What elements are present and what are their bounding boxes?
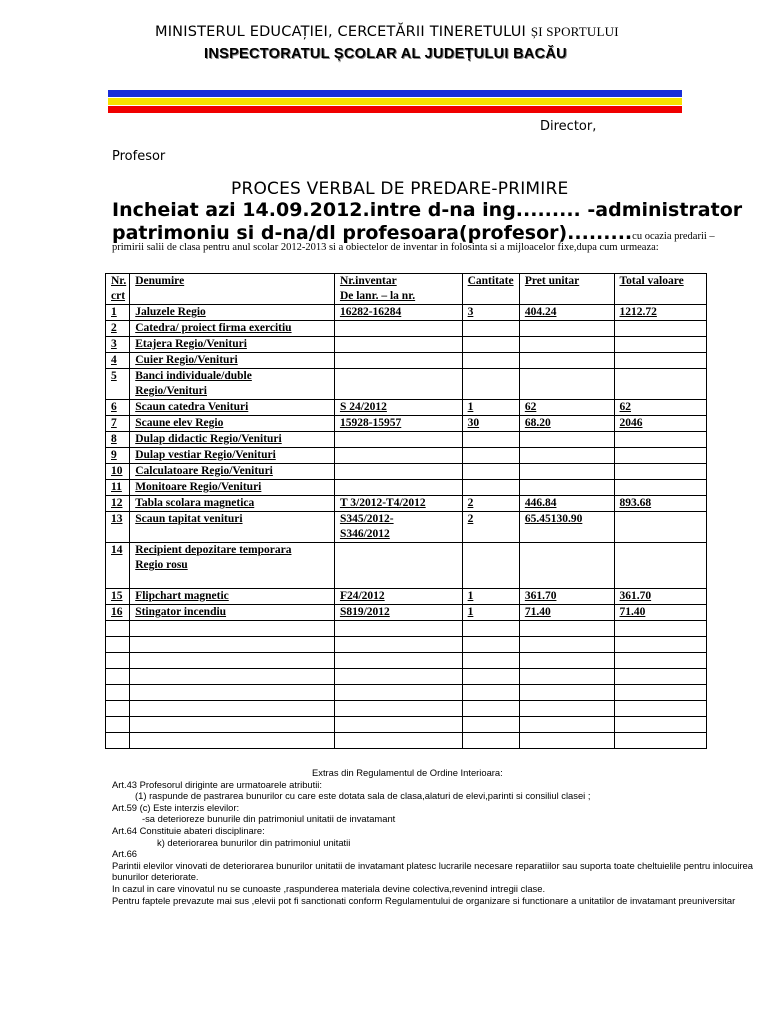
table-row	[106, 400, 707, 416]
cell-nr-text: 11	[111, 481, 122, 493]
cell-total-text: 1212.72	[619, 306, 657, 318]
cell-den-text: Cuier Regio/Venituri	[135, 354, 238, 366]
cell-nr-text: 2	[111, 322, 117, 334]
cell-den-text: Scaun catedra Venituri	[135, 401, 249, 413]
cell-den-text: Dulap didactic Regio/Venituri	[135, 433, 282, 445]
header-cantitate	[462, 274, 519, 305]
cell-inv-text: F24/2012	[339, 590, 385, 602]
cell-inv	[334, 543, 462, 589]
document-intro-line-3: primirii salii de clasa pentru anul scolar 2012-2013 si a obiectelor de inventar in folosinta si a mijloacelor fixe,dupa cum urmeaza:	[112, 242, 659, 253]
cell-inv	[334, 321, 462, 337]
cell-inv-text: T 3/2012-T4/2012	[339, 497, 426, 509]
regulation-line: Art.59 (c) Este interzis elevilor:	[112, 801, 240, 813]
document-title: PROCES VERBAL DE PREDARE-PRIMIRE	[231, 179, 569, 199]
table-row-empty	[106, 621, 707, 637]
cell-empty	[334, 717, 462, 733]
cell-empty	[106, 701, 130, 717]
cell-total-text: 361.70	[619, 590, 652, 602]
cell-den	[130, 496, 335, 512]
cell-inv-text: 16282-16284	[339, 306, 402, 318]
cell-pret-text: 404.24	[524, 306, 557, 318]
cell-den-text: Flipchart magnetic	[135, 590, 229, 602]
cell-pret	[519, 337, 614, 353]
cell-pret	[519, 464, 614, 480]
table-row	[106, 589, 707, 605]
header-nr-line1: Nr.	[111, 275, 127, 287]
cell-total-text: 893.68	[619, 497, 652, 509]
cell-cant	[462, 353, 519, 369]
cell-inv	[334, 416, 462, 432]
table-row	[106, 543, 707, 589]
cell-nr	[106, 400, 130, 416]
cell-inv-text: S 24/2012	[339, 401, 387, 413]
document-intro-line-1: Incheiat azi 14.09.2012.intre d-na ing......... -administrator	[112, 199, 743, 221]
cell-total	[614, 448, 707, 464]
cell-total-text: 62	[619, 401, 631, 413]
table-row	[106, 512, 707, 543]
cell-total	[614, 305, 707, 321]
header-denumire-text: Denumire	[135, 275, 185, 287]
flag-stripe-red	[108, 106, 682, 113]
cell-nr	[106, 589, 130, 605]
intro-line-2-small: cu ocazia predarii –	[632, 231, 715, 242]
cell-empty	[519, 653, 614, 669]
cell-nr-text: 5	[111, 370, 117, 382]
cell-den	[130, 432, 335, 448]
cell-empty	[106, 733, 130, 749]
cell-den	[130, 605, 335, 621]
cell-den	[130, 369, 335, 400]
cell-pret	[519, 305, 614, 321]
cell-pret	[519, 321, 614, 337]
cell-total	[614, 605, 707, 621]
cell-empty	[334, 637, 462, 653]
cell-empty	[462, 621, 519, 637]
regulation-line: -sa deterioreze bunurile din patrimoniul unitatii de invatamant	[142, 813, 396, 825]
cell-inv	[334, 305, 462, 321]
ministry-name: MINISTERUL EDUCAȚIEI, CERCETĂRII TINERETULUI	[155, 24, 531, 40]
cell-empty	[462, 685, 519, 701]
table-row-empty	[106, 733, 707, 749]
inspectorate-header: INSPECTORATUL ȘCOLAR AL JUDEȚULUI BACĂU	[204, 46, 567, 62]
cell-empty	[462, 717, 519, 733]
cell-empty	[614, 685, 707, 701]
cell-nr	[106, 480, 130, 496]
cell-empty	[614, 669, 707, 685]
regulation-heading: Extras din Regulamentul de Ordine Interioara:	[312, 767, 503, 778]
table-row-empty	[106, 653, 707, 669]
cell-den-text: Banci individuale/duble	[135, 370, 252, 382]
cell-nr-text: 3	[111, 338, 117, 350]
cell-nr-text: 4	[111, 354, 117, 366]
table-row-empty	[106, 669, 707, 685]
cell-nr-text: 8	[111, 433, 117, 445]
cell-empty	[519, 669, 614, 685]
cell-pret	[519, 496, 614, 512]
cell-empty	[334, 685, 462, 701]
cell-cant	[462, 432, 519, 448]
cell-inv-text: 15928-15957	[339, 417, 402, 429]
regulation-line: k) deteriorarea bunurilor din patrimoniul unitatii	[157, 836, 351, 848]
cell-cant	[462, 589, 519, 605]
cell-inv	[334, 337, 462, 353]
cell-den-text: Dulap vestiar Regio/Venituri	[135, 449, 276, 461]
regulation-line: In cazul in care vinovatul nu se cunoaste ,raspunderea materiala devine colectiva,revenind intregii clase.	[112, 882, 546, 894]
intro-line-2-main: patrimoniu si d-na/dl profesoara(profesor).........	[112, 222, 633, 244]
cell-nr-text: 9	[111, 449, 117, 461]
header-pret-text: Pret unitar	[524, 275, 580, 287]
cell-den	[130, 416, 335, 432]
cell-empty	[130, 669, 335, 685]
cell-total	[614, 543, 707, 589]
cell-den-text: Etajera Regio/Venituri	[135, 338, 247, 350]
cell-pret	[519, 589, 614, 605]
cell-nr-text: 16	[111, 606, 123, 618]
header-cantitate-text: Cantitate	[467, 275, 514, 287]
cell-nr	[106, 448, 130, 464]
cell-cant	[462, 369, 519, 400]
header-nr	[106, 274, 130, 305]
header-denumire	[130, 274, 335, 305]
cell-den	[130, 353, 335, 369]
cell-total	[614, 369, 707, 400]
cell-total	[614, 432, 707, 448]
table-row	[106, 321, 707, 337]
cell-empty	[106, 669, 130, 685]
cell-empty	[519, 621, 614, 637]
table-row	[106, 480, 707, 496]
cell-den-text: Jaluzele Regio	[135, 306, 206, 318]
cell-empty	[106, 653, 130, 669]
ministry-header	[155, 24, 619, 40]
cell-total-text: 2046	[619, 417, 643, 429]
cell-cant	[462, 305, 519, 321]
table-row	[106, 496, 707, 512]
cell-empty	[130, 653, 335, 669]
table-row	[106, 337, 707, 353]
cell-total	[614, 480, 707, 496]
cell-total	[614, 496, 707, 512]
cell-total	[614, 589, 707, 605]
cell-empty	[519, 637, 614, 653]
cell-den-text: Catedra/ proiect firma exercitiu	[135, 322, 292, 334]
cell-den-text: Calculatoare Regio/Venituri	[135, 465, 273, 477]
cell-cant	[462, 496, 519, 512]
cell-cant	[462, 448, 519, 464]
flag-stripe-blue	[108, 90, 682, 97]
cell-nr-text: 15	[111, 590, 123, 602]
header-total-text: Total valoare	[619, 275, 684, 287]
cell-inv	[334, 400, 462, 416]
cell-total	[614, 464, 707, 480]
cell-nr-text: 6	[111, 401, 117, 413]
cell-den-text: Scaune elev Regio	[135, 417, 224, 429]
cell-empty	[334, 669, 462, 685]
cell-inv	[334, 369, 462, 400]
cell-inv-text: S819/2012	[339, 606, 390, 618]
cell-den-text: Regio/Venituri	[135, 385, 207, 397]
cell-pret-text: 71.40	[524, 606, 551, 618]
cell-total	[614, 400, 707, 416]
cell-empty	[462, 733, 519, 749]
cell-nr-text: 14	[111, 544, 123, 556]
cell-den	[130, 400, 335, 416]
cell-total	[614, 416, 707, 432]
cell-den	[130, 321, 335, 337]
cell-empty	[334, 733, 462, 749]
cell-nr	[106, 512, 130, 543]
table-row	[106, 305, 707, 321]
cell-den	[130, 589, 335, 605]
cell-den-text: Regio rosu	[135, 559, 188, 571]
regulation-line: Parintii elevilor vinovati de deteriorarea bunurilor unitatii de invatamant platesc lucrarile necesare reparatiilor sau suporta toate cheltuielile pentru inlocuirea bunurilor deteriorate.	[112, 859, 753, 883]
cell-den-text: Recipient depozitare temporara	[135, 544, 292, 556]
cell-nr-text: 10	[111, 465, 123, 477]
cell-empty	[106, 685, 130, 701]
cell-nr-text: 1	[111, 306, 117, 318]
cell-empty	[462, 653, 519, 669]
cell-nr	[106, 416, 130, 432]
cell-inv-text: S345/2012-	[339, 513, 394, 525]
cell-inv	[334, 464, 462, 480]
table-row	[106, 605, 707, 621]
cell-empty	[519, 733, 614, 749]
header-inventar-line2: De lanr. – la nr.	[339, 290, 416, 302]
cell-empty	[130, 685, 335, 701]
cell-empty	[334, 653, 462, 669]
cell-pret-text: 62	[524, 401, 537, 413]
cell-empty	[614, 733, 707, 749]
cell-den	[130, 464, 335, 480]
cell-nr	[106, 353, 130, 369]
cell-empty	[130, 701, 335, 717]
cell-empty	[614, 717, 707, 733]
document-intro-line-2	[112, 222, 715, 244]
cell-nr	[106, 496, 130, 512]
cell-empty	[462, 701, 519, 717]
table-row	[106, 353, 707, 369]
cell-cant-text: 30	[467, 417, 480, 429]
cell-empty	[130, 621, 335, 637]
header-pret	[519, 274, 614, 305]
table-row	[106, 448, 707, 464]
cell-empty	[614, 653, 707, 669]
header-inventar	[334, 274, 462, 305]
cell-cant	[462, 512, 519, 543]
cell-pret	[519, 480, 614, 496]
cell-inv	[334, 605, 462, 621]
cell-pret	[519, 353, 614, 369]
cell-den-text: Tabla scolara magnetica	[135, 497, 255, 509]
cell-empty	[106, 717, 130, 733]
cell-pret	[519, 416, 614, 432]
cell-pret	[519, 512, 614, 543]
cell-pret	[519, 400, 614, 416]
table-header-row	[106, 274, 707, 305]
regulation-line: Art.66	[112, 848, 138, 860]
cell-cant	[462, 480, 519, 496]
cell-cant-text: 1	[467, 590, 474, 602]
cell-empty	[106, 637, 130, 653]
table-row-empty	[106, 637, 707, 653]
cell-den-text: Stingator incendiu	[135, 606, 227, 618]
cell-den-text: Scaun tapitat venituri	[135, 513, 243, 525]
cell-empty	[130, 717, 335, 733]
regulation-line: Art.43 Profesorul diriginte are urmatoarele atributii:	[112, 778, 322, 790]
cell-inv	[334, 496, 462, 512]
cell-empty	[519, 701, 614, 717]
cell-total-text: 71.40	[619, 606, 646, 618]
cell-nr-text: 12	[111, 497, 123, 509]
cell-inv	[334, 480, 462, 496]
table-row-empty	[106, 685, 707, 701]
cell-cant-text: 3	[467, 306, 474, 318]
header-total	[614, 274, 707, 305]
cell-pret-text: 361.70	[524, 590, 557, 602]
cell-total	[614, 512, 707, 543]
table-row	[106, 432, 707, 448]
cell-cant	[462, 400, 519, 416]
cell-pret	[519, 605, 614, 621]
cell-nr-text: 13	[111, 513, 123, 525]
cell-empty	[614, 621, 707, 637]
cell-empty	[130, 637, 335, 653]
cell-nr	[106, 543, 130, 589]
table-row	[106, 369, 707, 400]
cell-empty	[334, 621, 462, 637]
cell-empty	[462, 637, 519, 653]
cell-den	[130, 480, 335, 496]
cell-empty	[130, 733, 335, 749]
cell-cant-text: 1	[467, 606, 474, 618]
regulation-line: Pentru faptele prevazute mai sus ,elevii pot fi sanctionati conform Regulamentului de organizare si functionare a unitatilor de invatamant preuniversitar	[112, 894, 736, 906]
cell-cant-text: 2	[467, 513, 474, 525]
cell-cant	[462, 337, 519, 353]
cell-den	[130, 543, 335, 589]
regulation-extract	[112, 767, 767, 906]
header-nr-line2: crt	[111, 290, 126, 302]
cell-nr	[106, 337, 130, 353]
cell-pret	[519, 543, 614, 589]
cell-total	[614, 337, 707, 353]
cell-total	[614, 353, 707, 369]
inventory-table	[105, 273, 707, 749]
table-row-empty	[106, 717, 707, 733]
cell-empty	[614, 701, 707, 717]
cell-inv	[334, 353, 462, 369]
cell-inv	[334, 589, 462, 605]
regulation-line: (1) raspunde de pastrarea bunurilor cu care este dotata sala de clasa,alaturi de elevi,parinti si consiliul clasei ;	[135, 790, 591, 802]
cell-cant-text: 2	[467, 497, 474, 509]
cell-inv	[334, 448, 462, 464]
table-row	[106, 416, 707, 432]
table-row-empty	[106, 701, 707, 717]
cell-cant-text: 1	[467, 401, 474, 413]
ministry-name-end: ȘI SPORTULUI	[530, 24, 619, 39]
cell-inv	[334, 432, 462, 448]
cell-nr	[106, 432, 130, 448]
cell-empty	[334, 701, 462, 717]
cell-cant	[462, 416, 519, 432]
cell-den-text: Monitoare Regio/Venituri	[135, 481, 262, 493]
cell-den	[130, 512, 335, 543]
cell-nr	[106, 605, 130, 621]
flag-stripe-yellow	[108, 98, 682, 105]
cell-nr	[106, 369, 130, 400]
cell-total	[614, 321, 707, 337]
profesor-label: Profesor	[112, 149, 166, 164]
cell-nr	[106, 321, 130, 337]
cell-den	[130, 337, 335, 353]
cell-inv-text: S346/2012	[339, 528, 390, 540]
cell-den	[130, 448, 335, 464]
cell-pret	[519, 369, 614, 400]
cell-pret-text: 446.84	[524, 497, 557, 509]
director-label: Director,	[540, 119, 597, 134]
cell-cant	[462, 464, 519, 480]
cell-empty	[462, 669, 519, 685]
cell-pret	[519, 448, 614, 464]
cell-pret-text: 68.20	[524, 417, 551, 429]
cell-empty	[106, 621, 130, 637]
cell-cant	[462, 543, 519, 589]
cell-empty	[519, 685, 614, 701]
cell-nr-text: 7	[111, 417, 117, 429]
cell-inv	[334, 512, 462, 543]
cell-empty	[614, 637, 707, 653]
cell-pret-text: 65.45130.90	[524, 513, 583, 525]
cell-pret	[519, 432, 614, 448]
header-inventar-line1: Nr.inventar	[339, 275, 397, 287]
cell-nr	[106, 464, 130, 480]
cell-cant	[462, 605, 519, 621]
cell-empty	[519, 717, 614, 733]
cell-nr	[106, 305, 130, 321]
cell-cant	[462, 321, 519, 337]
table-row	[106, 464, 707, 480]
cell-den	[130, 305, 335, 321]
regulation-line: Art.64 Constituie abateri disciplinare:	[112, 824, 265, 836]
